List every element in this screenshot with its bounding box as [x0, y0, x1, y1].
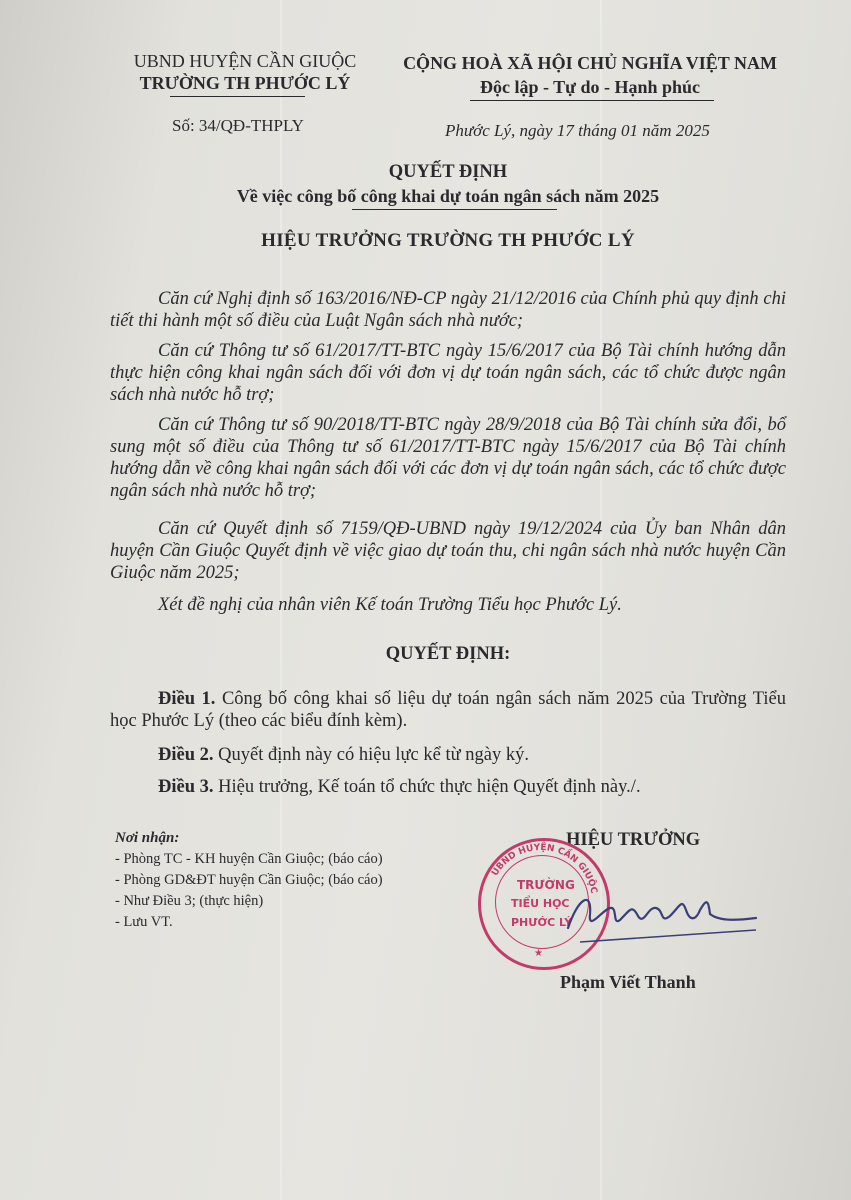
nation-title: CỘNG HOÀ XÃ HỘI CHỦ NGHĨA VIỆT NAM: [403, 53, 777, 73]
handwritten-signature: [560, 880, 760, 950]
org-name-line2: TRƯỜNG TH PHƯỚC LÝ: [139, 73, 351, 93]
seal-text-line2: TIỂU HỌC: [511, 897, 570, 910]
seal-text-line3: PHƯỚC LÝ: [511, 916, 573, 929]
preamble-paragraph: Căn cứ Thông tư số 90/2018/TT-BTC ngày 28/9/2018 của Bộ Tài chính sửa đổi, bổ sung một số điều của Thông tư số 61/2017/TT-BTC ngày 15/6/2017 của Bộ Tài chính hướng dẫn về công khai ngân sách đối với các đơn vị dự toán ngân sách, các tổ chức được ngân sách nhà nước hỗ trợ;: [110, 415, 786, 501]
document-title: QUYẾT ĐỊNH: [388, 162, 508, 182]
decision-heading: QUYẾT ĐỊNH:: [385, 644, 511, 664]
seal-text-line1: TRƯỜNG: [517, 878, 575, 892]
subject-underline: [352, 209, 557, 210]
signer-role: HIỆU TRƯỞNG: [566, 830, 701, 850]
article-label: Điều 2.: [158, 745, 214, 765]
article-text: Hiệu trưởng, Kế toán tổ chức thực hiện Quyết định này./.: [218, 777, 641, 797]
svg-text:★: ★: [534, 948, 543, 959]
org-name-line1: UBND HUYỆN CẦN GIUỘC: [133, 51, 357, 71]
org-underline: [170, 96, 305, 97]
preamble-paragraph: Căn cứ Quyết định số 7159/QĐ-UBND ngày 19/12/2024 của Ủy ban Nhân dân huyện Cần Giuộc Quyết định về việc giao dự toán thu, chi ngân sách nhà nước huyện Cần Giuộc năm 2025;: [110, 519, 786, 583]
article-3: [110, 776, 786, 798]
article-label: Điều 1.: [158, 689, 216, 709]
recipient-item: - Lưu VT.: [115, 914, 173, 930]
document-number: Số: 34/QĐ-THPLY: [172, 116, 304, 135]
nation-motto: Độc lập - Tự do - Hạnh phúc: [479, 77, 701, 97]
signer-name: Phạm Viết Thanh: [560, 972, 696, 992]
recipient-item: - Phòng GD&ĐT huyện Cần Giuộc; (báo cáo): [115, 872, 383, 888]
recipient-item: - Phòng TC - KH huyện Cần Giuộc; (báo cáo): [115, 851, 383, 867]
recipient-item: - Như Điều 3; (thực hiện): [115, 893, 264, 909]
article-label: Điều 3.: [158, 777, 214, 797]
article-text: Quyết định này có hiệu lực kể từ ngày ký.: [218, 745, 529, 765]
recipients-block: [115, 828, 383, 933]
place-date: Phước Lý, ngày 17 tháng 01 năm 2025: [445, 121, 710, 140]
seal-ring-label: UBND HUYỆN CẦN GIUỘC: [490, 842, 599, 895]
preamble-paragraph: Căn cứ Nghị định số 163/2016/NĐ-CP ngày 21/12/2016 của Chính phủ quy định chi tiết thi hành một số điều của Luật Ngân sách nhà nước;: [110, 289, 786, 331]
preamble-paragraph: Căn cứ Thông tư số 61/2017/TT-BTC ngày 15/6/2017 của Bộ Tài chính hướng dẫn thực hiện công khai ngân sách đối với đơn vị dự toán ngân sách, các tổ chức được ngân sách nhà nước hỗ trợ;: [110, 341, 786, 405]
preamble-paragraph: Xét đề nghị của nhân viên Kế toán Trường Tiểu học Phước Lý.: [158, 595, 622, 615]
motto-underline: [470, 100, 714, 101]
issuing-authority: HIỆU TRƯỞNG TRƯỜNG TH PHƯỚC LÝ: [261, 230, 635, 251]
recipients-title: Nơi nhận:: [115, 830, 180, 846]
article-1: [110, 688, 786, 732]
article-2: [110, 744, 786, 766]
article-text: Công bố công khai số liệu dự toán ngân sách năm 2025 của Trường Tiểu học Phước Lý (theo các biểu đính kèm).: [110, 689, 787, 731]
document-subject: Về việc công bố công khai dự toán ngân sách năm 2025: [236, 186, 660, 206]
